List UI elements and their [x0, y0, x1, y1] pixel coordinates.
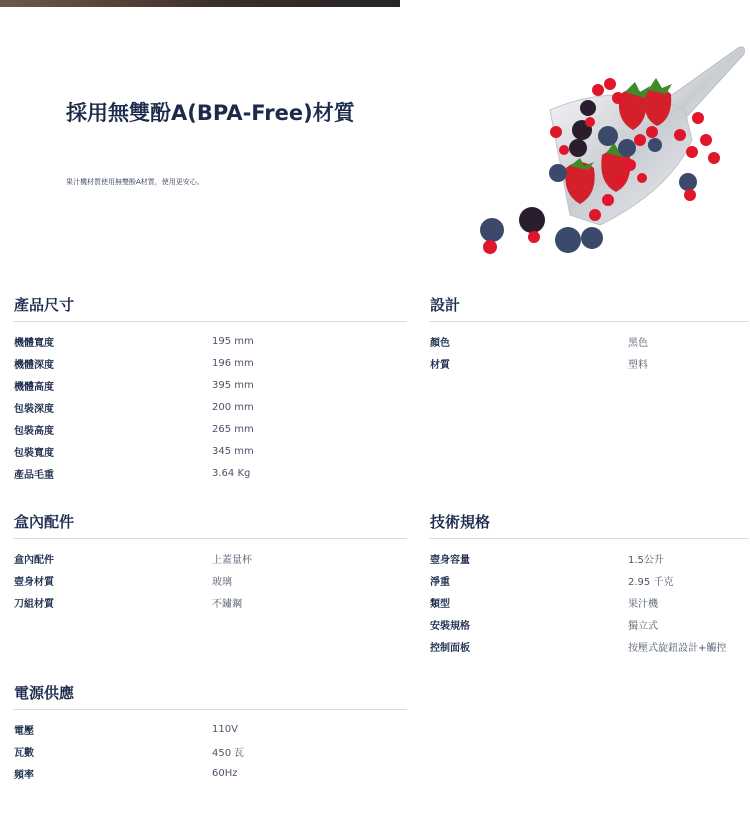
spec-row	[13, 547, 407, 569]
section-title: 盒內配件	[14, 513, 75, 531]
spec-row	[13, 374, 407, 396]
hero-title: 採用無雙酚A(BPA-Free)材質	[66, 101, 355, 125]
spec-label: 盒內配件	[14, 554, 54, 566]
spec-label: 材質	[430, 359, 450, 371]
section-divider	[13, 709, 407, 710]
spec-label: 類型	[430, 598, 450, 610]
spec-label: 壺身容量	[430, 554, 470, 566]
spec-value: 1.5公升	[628, 554, 664, 566]
hero-description: 果汁機材質使用無雙酚A材質，使用更安心。	[66, 178, 204, 186]
spec-value: 塑料	[628, 359, 648, 371]
spec-value: 不鏽鋼	[212, 598, 242, 610]
spec-label: 瓦數	[14, 747, 34, 759]
section-title: 產品尺寸	[14, 296, 75, 314]
section-title: 技術規格	[430, 513, 491, 531]
spec-value: 按壓式旋鈕設計+觸控	[628, 642, 727, 654]
section-divider	[13, 321, 407, 322]
spec-value: 395 mm	[212, 379, 254, 391]
spec-value: 果汁機	[628, 598, 658, 610]
spec-row	[429, 591, 749, 613]
design-section	[429, 290, 749, 374]
spec-label: 淨重	[430, 576, 450, 588]
spec-label: 產品毛重	[14, 469, 54, 481]
section-divider	[13, 538, 407, 539]
spec-row	[429, 635, 749, 657]
spec-label: 安裝規格	[430, 620, 470, 632]
spec-value: 玻璃	[212, 576, 232, 588]
tech-specs-section	[429, 507, 749, 657]
spec-row	[13, 330, 407, 352]
spec-value: 60Hz	[212, 767, 238, 779]
spec-row	[13, 591, 407, 613]
dimensions-section	[13, 290, 407, 484]
spec-value: 450 瓦	[212, 747, 245, 759]
berries-scoop-image	[470, 40, 750, 265]
spec-row	[13, 462, 407, 484]
section-title: 電源供應	[14, 684, 75, 702]
spec-label: 機體高度	[14, 381, 54, 393]
spec-value: 2.95 千克	[628, 576, 674, 588]
spec-row	[13, 762, 407, 784]
spec-label: 包裝深度	[14, 403, 54, 415]
spec-value: 黑色	[628, 337, 648, 349]
spec-value: 196 mm	[212, 357, 254, 369]
spec-value: 獨立式	[628, 620, 658, 632]
spec-label: 電壓	[14, 725, 34, 737]
spec-value: 3.64 Kg	[212, 467, 251, 479]
spec-value: 265 mm	[212, 423, 254, 435]
spec-value: 200 mm	[212, 401, 254, 413]
spec-row	[429, 330, 749, 352]
section-title: 設計	[430, 296, 461, 314]
spec-row	[13, 740, 407, 762]
section-divider	[429, 538, 749, 539]
spec-label: 包裝高度	[14, 425, 54, 437]
spec-row	[429, 569, 749, 591]
power-section	[13, 678, 407, 784]
spec-label: 機體深度	[14, 359, 54, 371]
spec-row	[429, 613, 749, 635]
spec-label: 顏色	[430, 337, 450, 349]
accessories-section	[13, 507, 407, 613]
spec-label: 控制面板	[430, 642, 470, 654]
spec-row	[429, 352, 749, 374]
spec-label: 包裝寬度	[14, 447, 54, 459]
top-banner-strip	[0, 0, 400, 7]
spec-value: 110V	[212, 723, 238, 735]
section-divider	[429, 321, 749, 322]
spec-row	[13, 352, 407, 374]
spec-label: 刀組材質	[14, 598, 54, 610]
spec-row	[13, 718, 407, 740]
spec-row	[13, 440, 407, 462]
spec-row	[13, 569, 407, 591]
spec-label: 頻率	[14, 769, 34, 781]
spec-value: 上蓋量杯	[212, 554, 252, 566]
spec-value: 345 mm	[212, 445, 254, 457]
spec-label: 機體寬度	[14, 337, 54, 349]
spec-row	[13, 396, 407, 418]
spec-row	[13, 418, 407, 440]
spec-value: 195 mm	[212, 335, 254, 347]
spec-row	[429, 547, 749, 569]
spec-label: 壺身材質	[14, 576, 54, 588]
